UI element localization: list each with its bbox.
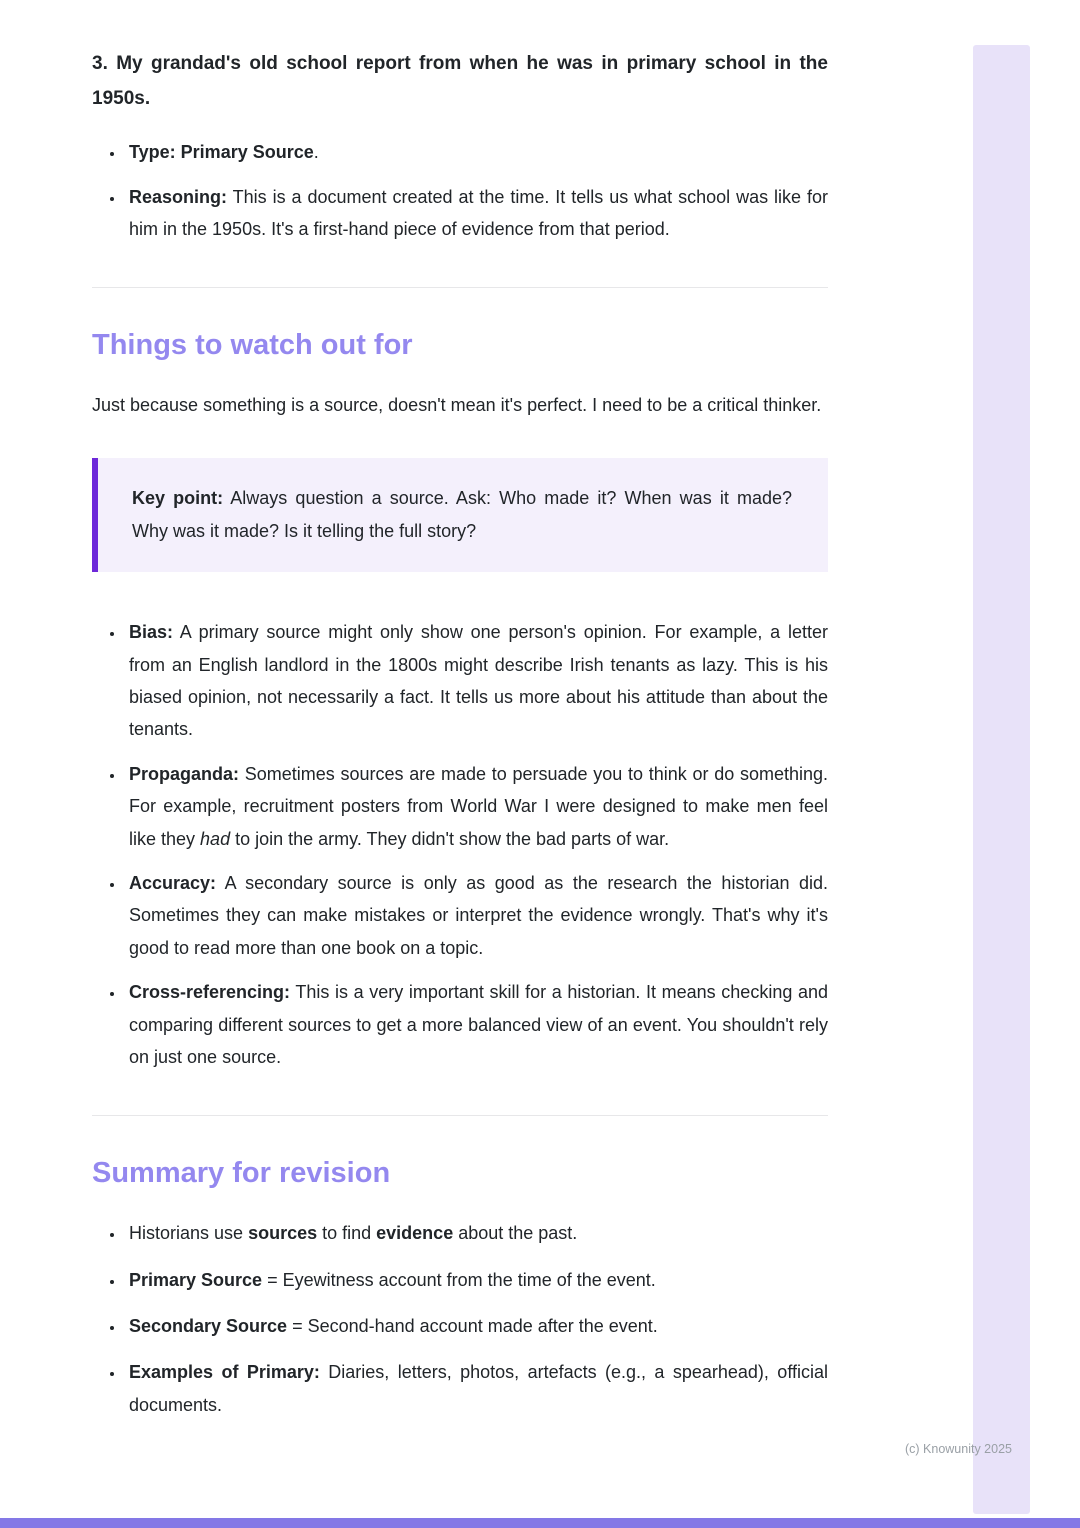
list-item	[125, 1356, 828, 1421]
section-intro: Just because something is a source, doesn't mean it's perfect. I need to be a critical thinker.	[92, 395, 822, 416]
bullet-text: Sometimes sources are made to persuade you to think or do something. For example, recruitment posters from World War I were designed to make men feel like they	[129, 763, 828, 849]
bullet-bold: sources	[248, 1223, 318, 1244]
bullet-label: Bias:	[129, 622, 174, 643]
bullet-text: about the past.	[453, 1223, 578, 1244]
bullet-label: Type: Primary Source	[129, 142, 314, 163]
bullet-text: to find	[317, 1223, 377, 1244]
key-point-label: Key point:	[132, 487, 224, 508]
bullet-text: A primary source might only show one person's opinion. For example, a letter from an English landlord in the 1800s might describe Irish tenants as lazy. This is his biased opinion, not necessarily a fact. It tells us more about his attitude than about the tenants.	[129, 622, 828, 740]
bullet-text: Diaries, letters, photos, artefacts (e.g., a spearhead), official documents.	[129, 1362, 829, 1415]
section-heading-summary-for-revision: Summary for revision	[92, 1157, 391, 1190]
document-content	[92, 0, 828, 1435]
list-item	[125, 136, 828, 168]
section-heading-things-to-watch-out-for: Things to watch out for	[92, 329, 413, 362]
bullet-text: .	[313, 142, 319, 163]
bullet-text: to join the army. They didn't show the bad parts of war.	[230, 828, 670, 849]
section-divider	[92, 287, 828, 288]
list-item	[125, 758, 828, 855]
bullet-italic-word: had	[200, 828, 231, 849]
list-item	[125, 616, 828, 746]
bullet-label: Reasoning:	[129, 186, 228, 207]
list-item	[125, 867, 828, 964]
bullet-bold: Primary Source	[129, 1269, 263, 1290]
bullet-text: Historians use	[129, 1223, 249, 1244]
bullet-label: Cross-referencing:	[129, 982, 291, 1003]
bullet-text: = Eyewitness account from the time of the event.	[262, 1269, 656, 1290]
bottom-accent-bar	[0, 1518, 1080, 1528]
bullet-text: A secondary source is only as good as the research the historian did. Sometimes they can make mistakes or interpret the evidence wrongly. That's why it's good to read more than one book on a topic.	[129, 872, 828, 958]
summary-bullet-list	[92, 1217, 828, 1421]
key-point-body: Always question a source. Ask: Who made it? When was it made? Why was it made? Is it telling the full story?	[132, 487, 792, 541]
bullet-text: This is a very important skill for a historian. It means checking and comparing different sources to get a more balanced view of an event. You shouldn't rely on just one source.	[129, 982, 828, 1067]
key-point-callout	[92, 458, 828, 573]
right-edge-decoration	[973, 45, 1030, 1514]
bullet-bold: evidence	[376, 1223, 454, 1244]
section-divider	[92, 1115, 828, 1116]
key-point-text	[132, 482, 792, 549]
bullet-text: = Second-hand account made after the event.	[287, 1315, 658, 1336]
bullet-label: Propaganda:	[129, 763, 240, 784]
list-item	[125, 1217, 828, 1249]
bullet-bold: Examples of Primary:	[129, 1362, 320, 1383]
list-item	[125, 1310, 828, 1342]
watch-out-bullet-list	[92, 616, 828, 1073]
watermark: (c) Knowunity 2025	[904, 1442, 1012, 1456]
bullet-text: This is a document created at the time. It tells us what school was like for him in the 1950s. It's a first-hand piece of evidence from that period.	[129, 186, 828, 240]
list-item	[125, 976, 828, 1073]
source-item-title: 3. My grandad's old school report from when he was in primary school in the 1950s.	[92, 53, 828, 110]
source-item-bullet-list	[92, 136, 828, 245]
list-item	[125, 1264, 828, 1296]
list-item	[125, 181, 828, 246]
bullet-label: Accuracy:	[129, 872, 217, 893]
bullet-bold: Secondary Source	[129, 1315, 288, 1336]
